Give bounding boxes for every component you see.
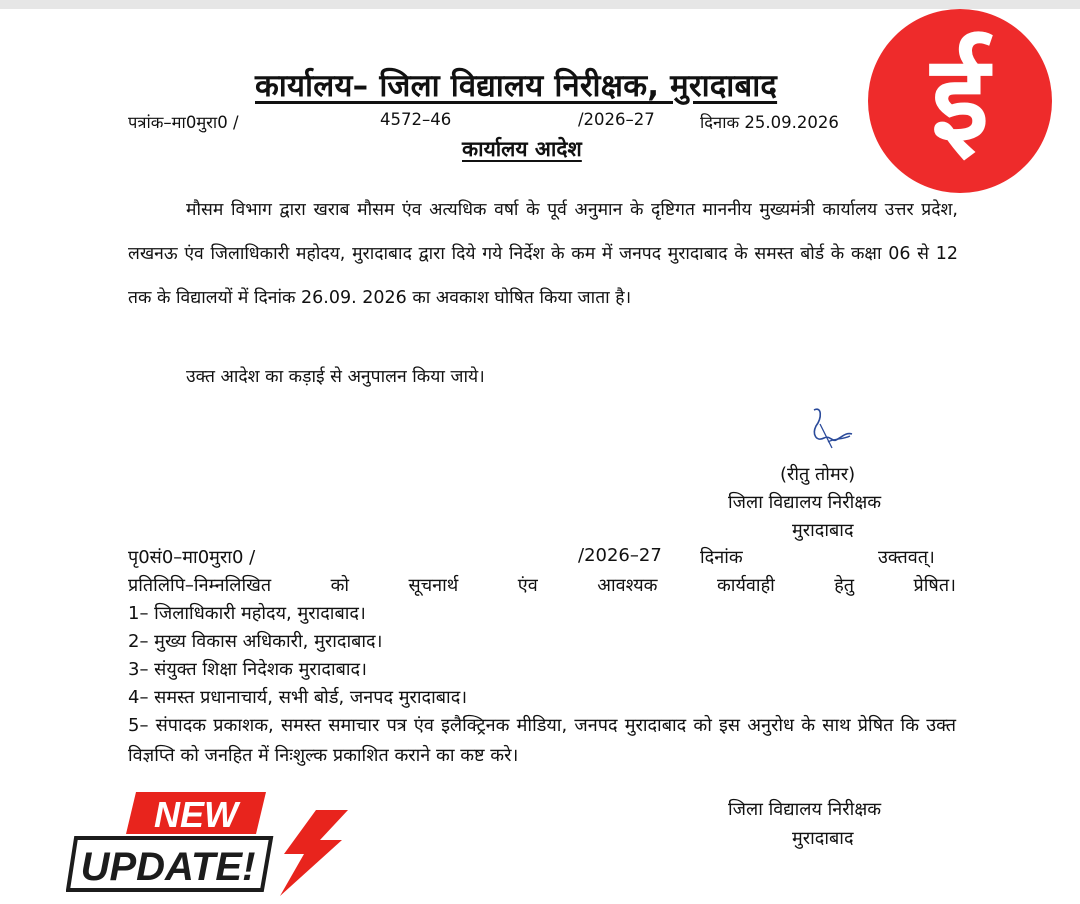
office-title: कार्यालय– जिला विद्यालय निरीक्षक, मुरादाबाद <box>255 68 778 104</box>
channel-logo <box>868 9 1052 193</box>
signatory-designation: जिला विद्यालय निरीक्षक <box>728 492 882 513</box>
copy-ref-prefix: पृ0सं0–मा0मुरा0 / <box>128 547 256 568</box>
copy-item-4: 4– समस्त प्रधानाचार्य, सभी बोर्ड, जनपद मुरादाबाद। <box>128 687 468 708</box>
copy-item-3: 3– संयुक्त शिक्षा निदेशक मुरादाबाद। <box>128 659 367 680</box>
order-title: कार्यालय आदेश <box>462 137 582 161</box>
copy-intro-word: सूचनार्थ <box>408 575 459 596</box>
letter-ref-year: /2026–27 <box>578 110 655 129</box>
copy-intro-word: को <box>330 575 350 596</box>
letter-ref-prefix: पत्रांक–मा0मुरा0 / <box>128 113 239 132</box>
letter-date: दिनाक 25.09.2026 <box>700 113 839 132</box>
copy-intro-word: कार्यवाही <box>716 575 775 596</box>
logo-glyph: ई <box>931 29 989 167</box>
order-paragraph-2 <box>128 355 958 399</box>
lightning-icon <box>280 810 348 896</box>
copy-item-1: 1– जिलाधिकारी महोदय, मुरादाबाद। <box>128 603 366 624</box>
badge-new-text: NEW <box>154 794 238 835</box>
order-paragraph-1-text: मौसम विभाग द्वारा खराब मौसम एंव अत्यधिक वर्षा के पूर्व अनुमान के दृष्टिगत माननीय मुख्यमंत्री कार्यालय उत्तर प्रदेश, लखनऊ एंव जिलाधिकारी महोदय, मुरादाबाद द्वारा दिये गये निर्देश के कम में जनपद मुरादाबाद के समस्त बोर्ड के कक्षा 06 से 12 तक के विद्यालयों में दिनांक 26.09. 2026 का अवकाश घोषित किया जाता है। <box>128 200 958 308</box>
copy-item-5: 5– संपादक प्रकाशक, समस्त समाचार पत्र एंव इलैक्ट्रिनक मीडिया, जनपद मुरादाबाद को इस अनुरोध के साथ प्रेषित कि उक्त विज्ञप्ति को जनहित में निःशुल्क प्रकाशित कराने का कष्ट करे। <box>128 715 956 766</box>
new-update-badge <box>66 788 356 898</box>
copy-intro-word: प्रतिलिपि–निम्नलिखित <box>128 575 272 596</box>
signatory-name: (रीतु तोमर) <box>780 464 856 485</box>
letter-ref-number: 4572–46 <box>380 110 452 129</box>
handwritten-signature <box>800 404 862 454</box>
copy-ref-year: /2026–27 <box>578 545 662 566</box>
copy-intro-line <box>128 573 956 597</box>
copy-intro-word: आवश्यक <box>597 575 658 596</box>
order-paragraph-2-text: उक्त आदेश का कड़ाई से अनुपालन किया जाये। <box>186 367 485 387</box>
copy-date-value: उक्तवत्। <box>878 547 935 568</box>
top-strip <box>0 0 1080 9</box>
order-paragraph-1 <box>128 188 958 320</box>
copy-intro-word: एंव <box>517 575 538 596</box>
footer-place: मुरादाबाद <box>792 828 854 849</box>
signatory-place: मुरादाबाद <box>792 520 854 541</box>
copy-item-2: 2– मुख्य विकास अधिकारी, मुरादाबाद। <box>128 631 383 652</box>
footer-designation: जिला विद्यालय निरीक्षक <box>728 799 882 820</box>
copy-date-label: दिनांक <box>700 547 743 568</box>
copy-intro-word: हेतु <box>834 575 855 596</box>
badge-update-text: UPDATE! <box>80 845 256 889</box>
copy-intro-word: प्रेषित। <box>913 575 956 596</box>
